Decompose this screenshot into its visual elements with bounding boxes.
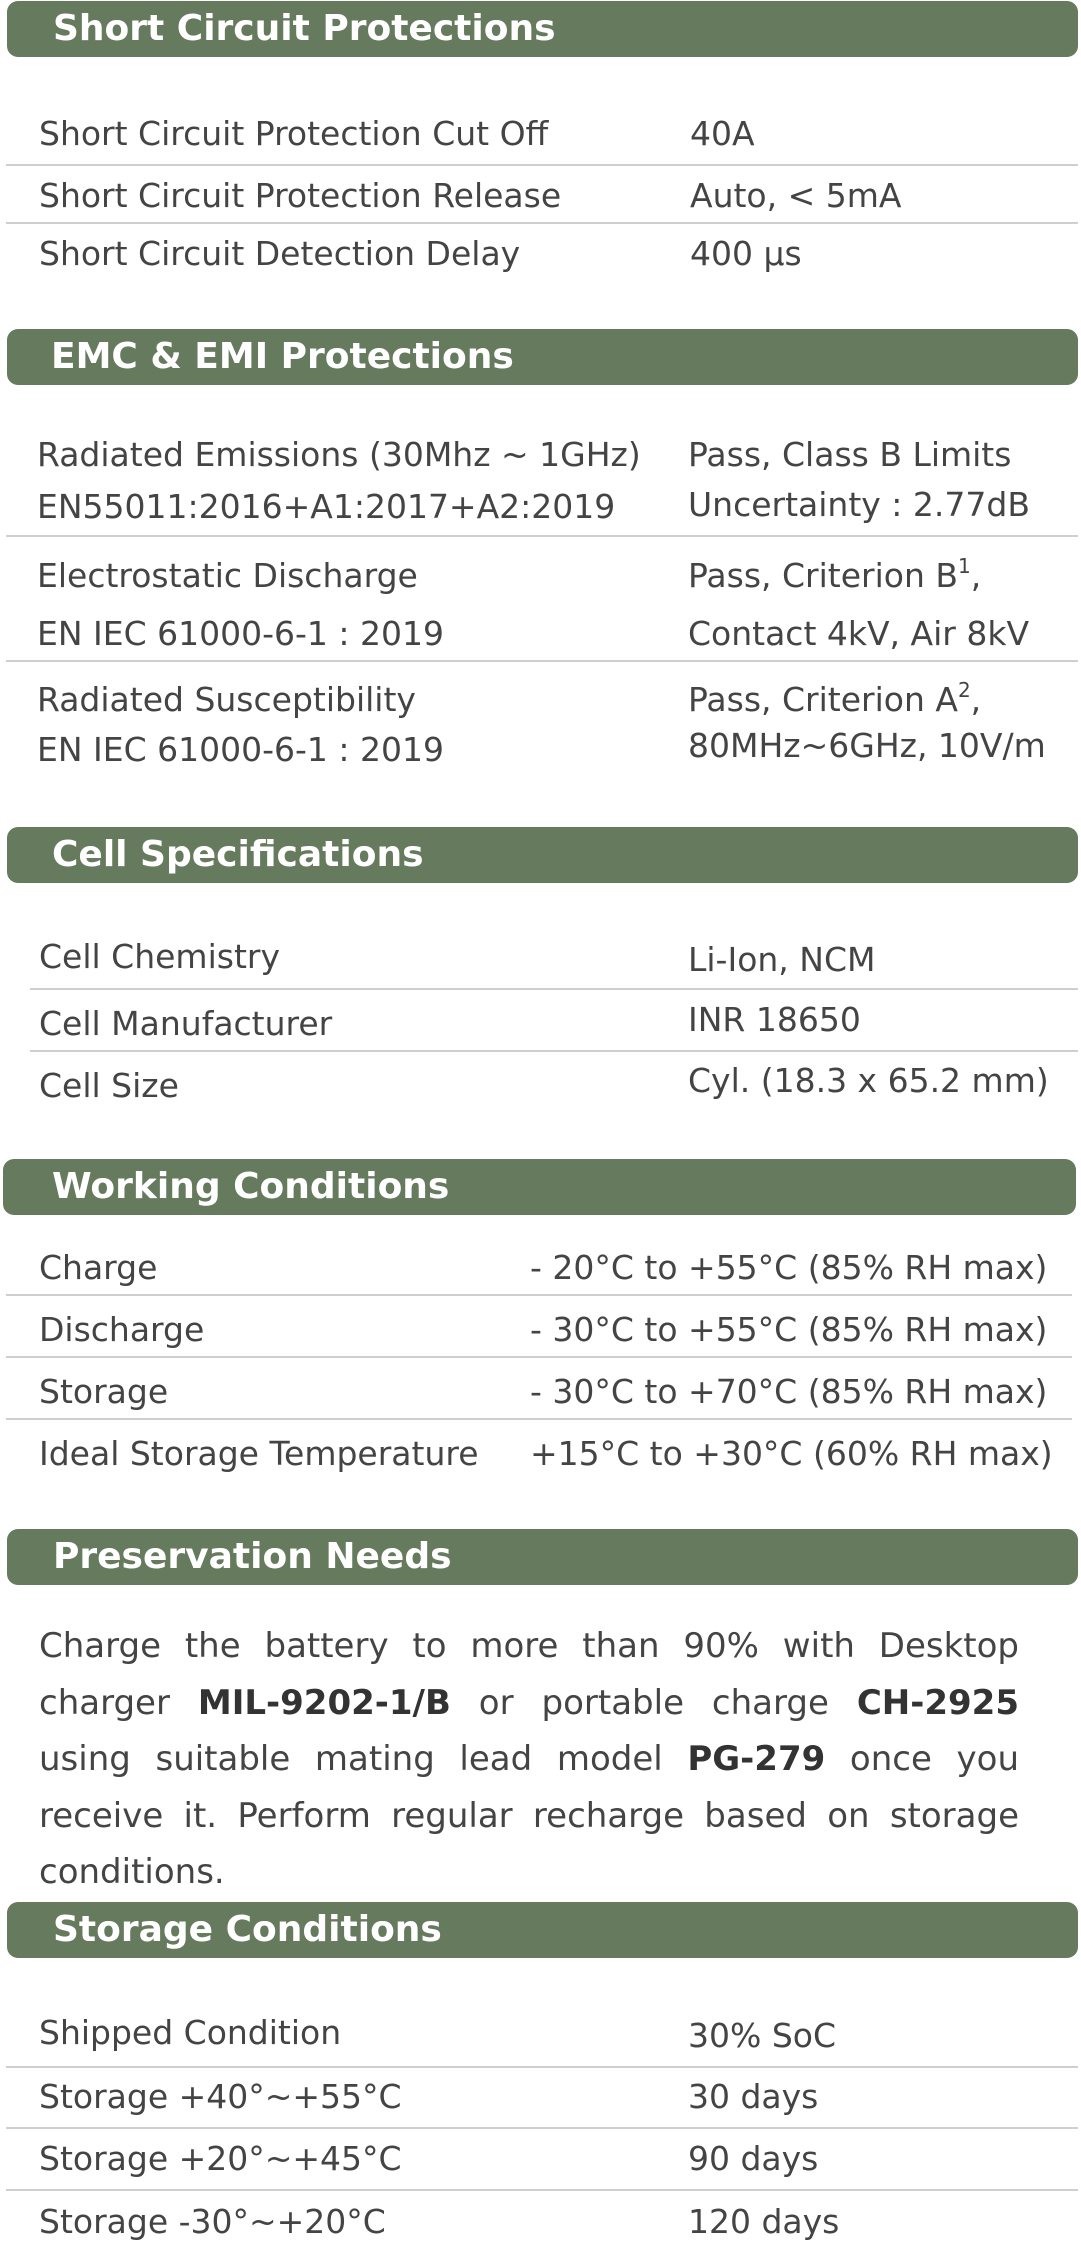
short-circuit-delay-label: Short Circuit Detection Delay [39,234,521,273]
row-divider [6,222,1078,224]
ideal-storage-label: Ideal Storage Temperature [39,1434,479,1473]
row-divider [6,1418,1072,1420]
charge-range: - 20°C to +55°C (85% RH max) [530,1248,1048,1287]
radiated-emissions-label: Radiated Emissions (30Mhz ~ 1GHz) [37,435,641,474]
shipped-condition-value: 30% SoC [688,2016,837,2055]
esd-standard: EN IEC 61000-6-1 : 2019 [37,614,445,653]
cell-manufacturer-value: INR 18650 [688,1000,861,1039]
section-header-cell: Cell Specifications [7,827,1078,883]
short-circuit-cutoff-label: Short Circuit Protection Cut Off [39,114,549,153]
footnote-marker: 1 [958,554,971,578]
storage-20-45-value: 90 days [688,2139,819,2178]
row-divider [6,535,1078,537]
cell-chemistry-value: Li-Ion, NCM [688,940,876,979]
row-divider [6,164,1078,166]
row-divider [6,2066,1078,2068]
mating-lead-model: PG-279 [687,1739,826,1779]
storage-40-55-value: 30 days [688,2077,819,2116]
section-header-working: Working Conditions [3,1159,1076,1215]
radiated-susceptibility-standard: EN IEC 61000-6-1 : 2019 [37,730,445,769]
radiated-emissions-result: Pass, Class B Limits [688,435,1012,474]
storage-range: - 30°C to +70°C (85% RH max) [530,1372,1048,1411]
row-divider [6,1294,1072,1296]
shipped-condition-label: Shipped Condition [39,2013,342,2052]
section-header-emc: EMC & EMI Protections [7,329,1078,385]
charge-label: Charge [39,1248,158,1287]
short-circuit-release-label: Short Circuit Protection Release [39,176,562,215]
radiated-susceptibility-label: Radiated Susceptibility [37,680,416,719]
row-divider [6,2127,1078,2129]
discharge-range: - 30°C to +55°C (85% RH max) [530,1310,1048,1349]
radiated-susceptibility-result: Pass, Criterion $A^2$, [688,678,982,719]
esd-label: Electrostatic Discharge [37,556,418,595]
row-divider [30,1050,1078,1052]
footnote-marker: 2 [957,678,971,702]
storage-minus30-20-value: 120 days [688,2202,840,2241]
desktop-charger-model: MIL-9202-1/B [197,1682,451,1723]
cell-size-value: Cyl. (18.3 x 65.2 mm) [688,1061,1049,1100]
esd-details: Contact 4kV, Air 8kV [688,614,1030,653]
preservation-text: Charge the battery to more than 90% with Desktop charger MIL-9202-1/B or portable charge CH-2925 using suitable mating lead model PG-279 once you receive it. Perform regular recharge based on storage conditions. [39,1626,1019,1892]
section-header-storage: Storage Conditions [7,1902,1078,1958]
section-header-preservation: Preservation Needs [7,1529,1078,1585]
cell-size-label: Cell Size [39,1066,179,1105]
esd-result: Pass, Criterion $B^1$, [688,554,982,595]
radiated-emissions-uncertainty: Uncertainty : 2.77dB [688,485,1030,524]
row-divider [6,660,1078,662]
row-divider [6,1356,1072,1358]
portable-charger-model: CH-2925 [856,1682,1019,1723]
short-circuit-cutoff-value: 40A [690,114,755,153]
short-circuit-delay-value: 400 µs [690,234,802,273]
radiated-susceptibility-details: 80MHz~6GHz, 10V/m [688,726,1046,765]
cell-chemistry-label: Cell Chemistry [39,937,280,976]
ideal-storage-range: +15°C to +30°C (60% RH max) [530,1434,1053,1473]
storage-label: Storage [39,1372,169,1411]
cell-manufacturer-label: Cell Manufacturer [39,1004,333,1043]
row-divider [30,988,1078,990]
radiated-emissions-standard: EN55011:2016+A1:2017+A2:2019 [37,487,616,526]
storage-minus30-20-label: Storage -30°~+20°C [39,2202,386,2241]
discharge-label: Discharge [39,1310,205,1349]
row-divider [6,2189,1078,2191]
short-circuit-release-value: Auto, < 5mA [690,176,902,215]
section-header-short-circuit: Short Circuit Protections [7,1,1078,57]
storage-40-55-label: Storage +40°~+55°C [39,2077,402,2116]
storage-20-45-label: Storage +20°~+45°C [39,2139,402,2178]
